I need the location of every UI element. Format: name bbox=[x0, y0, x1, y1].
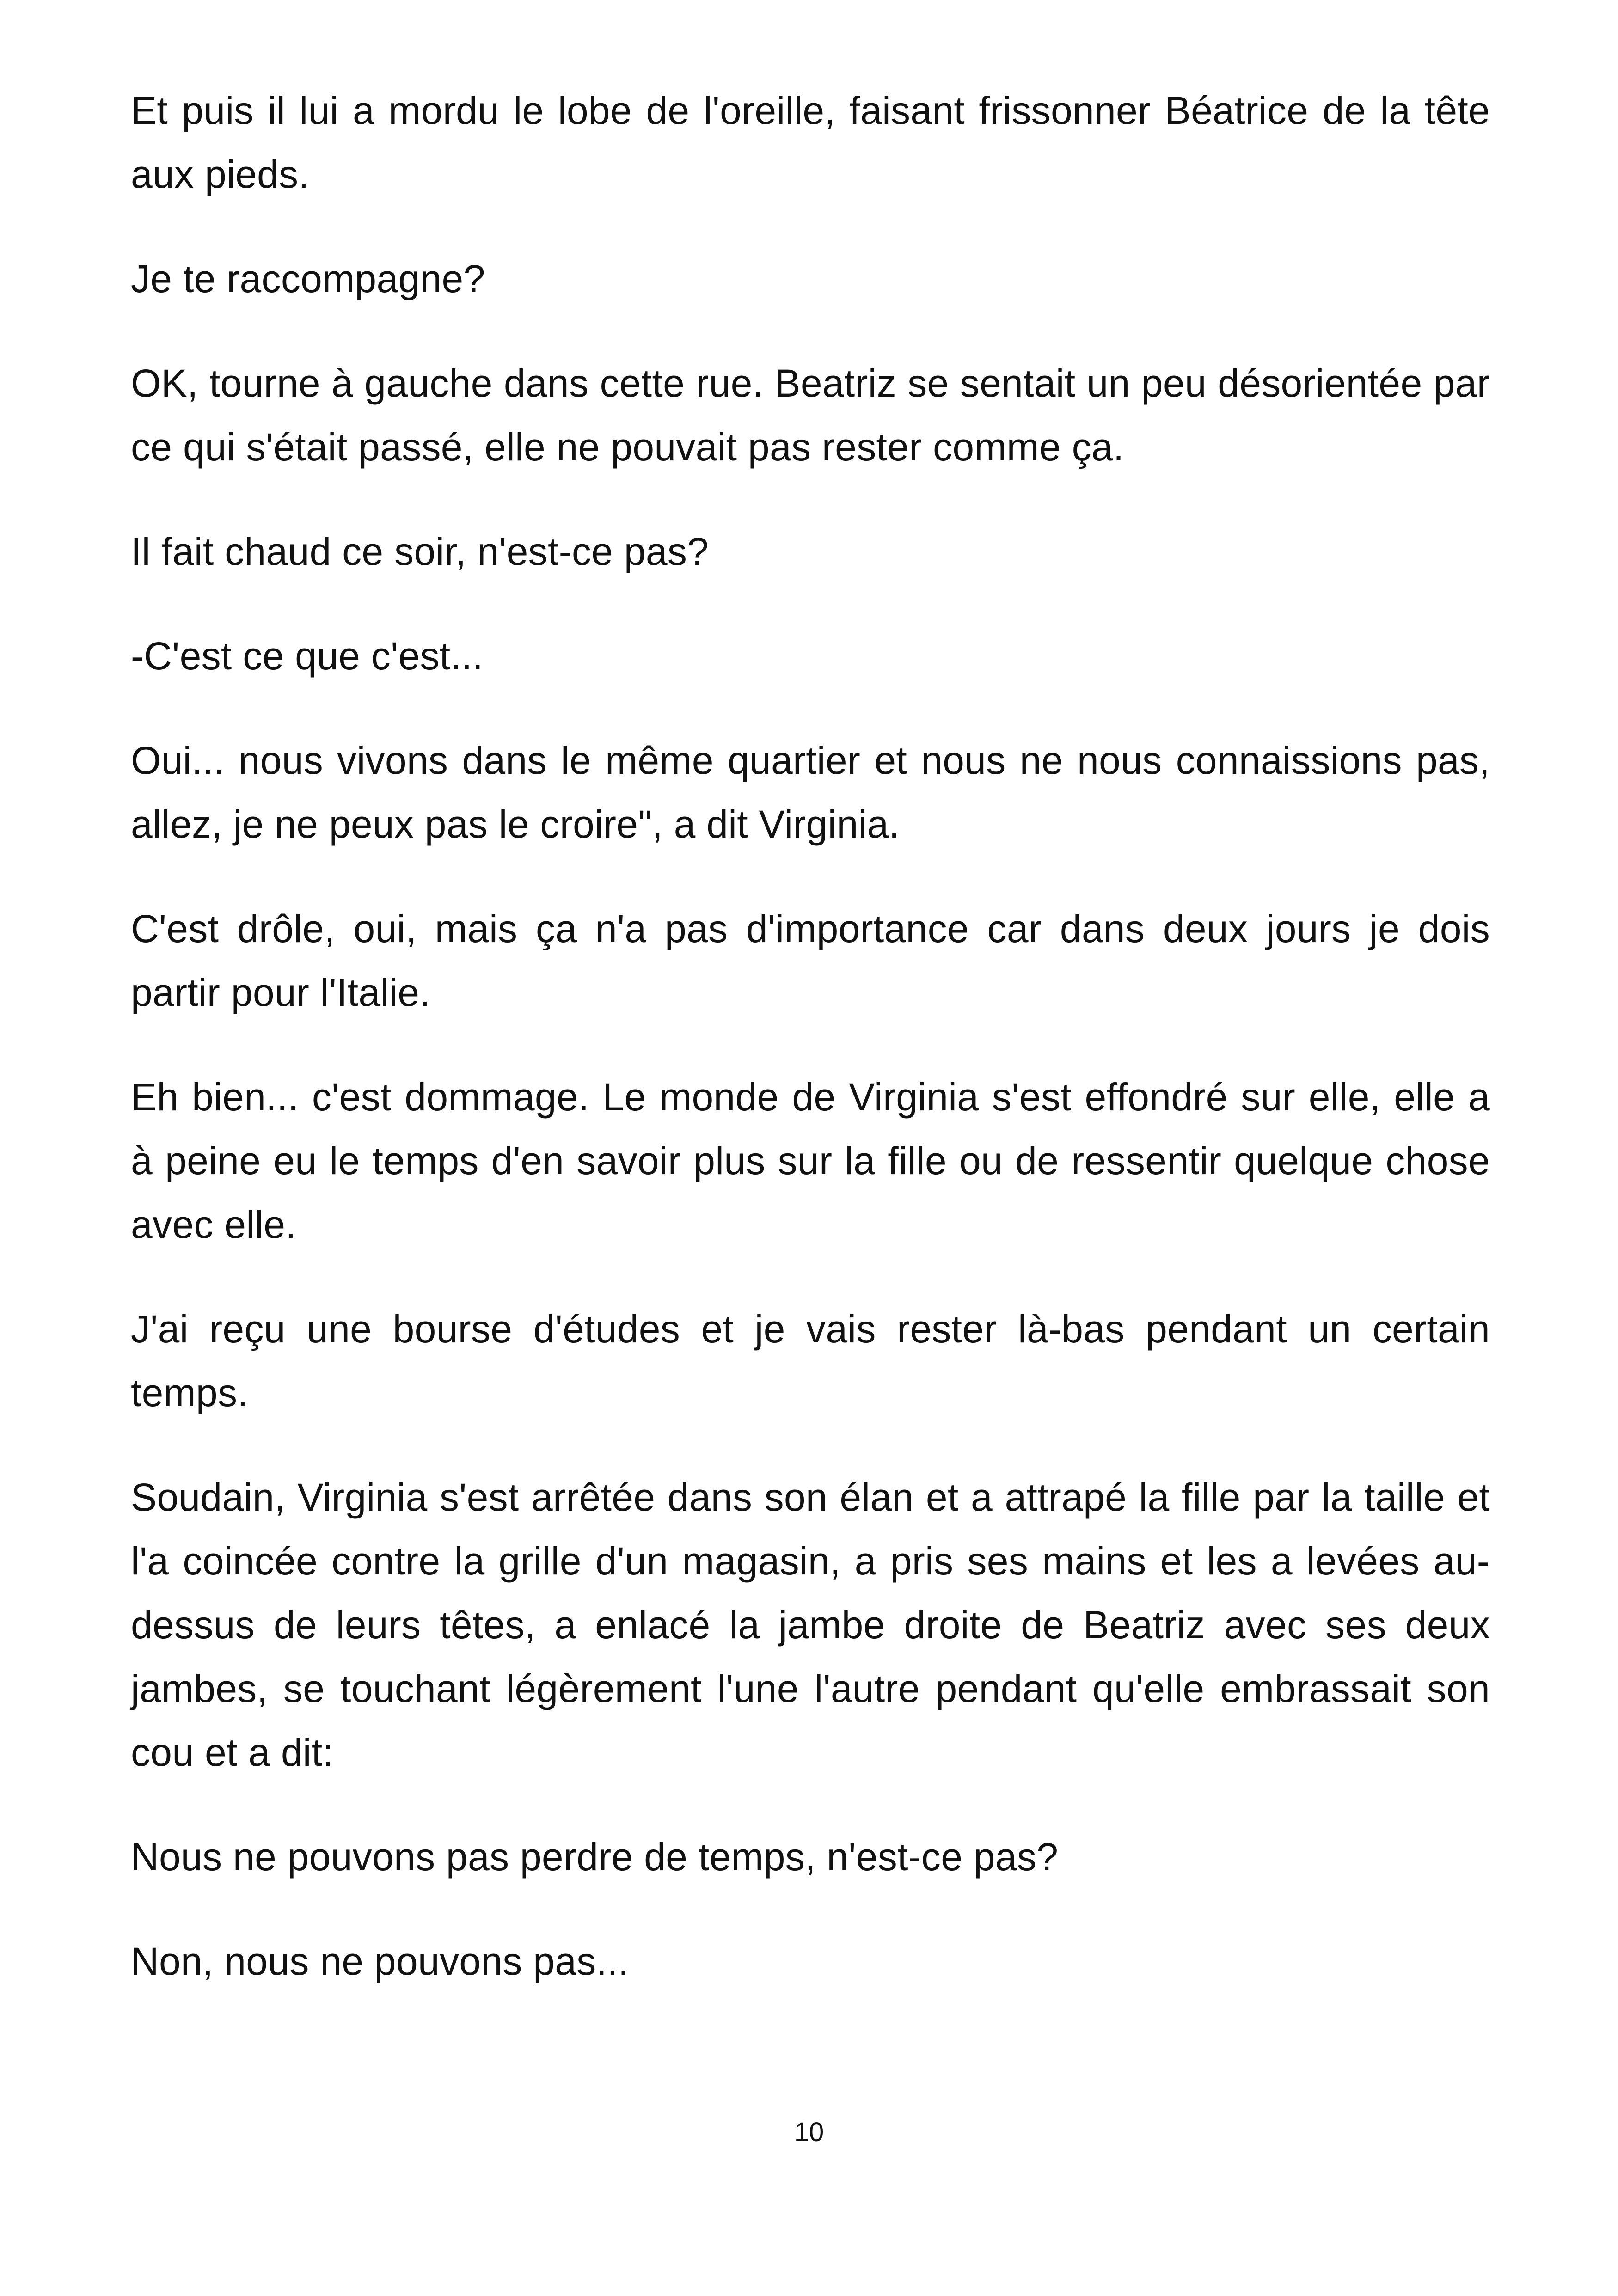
paragraph: Soudain, Virginia s'est arrêtée dans son élan et a attrapé la fille par la taille et l'a coincée contre la grille d'un magasin, a pris ses mains et les a levées au-dessus de leurs têtes, a enlacé la jambe droite de Beatriz avec ses deux jambes, se touchant légèrement l'une l'autre pendant qu'elle embrassait son cou et a dit: bbox=[131, 1476, 1490, 1774]
paragraph: J'ai reçu une bourse d'études et je vais rester là-bas pendant un certain temps. bbox=[131, 1307, 1490, 1414]
paragraph: C'est drôle, oui, mais ça n'a pas d'importance car dans deux jours je dois partir pour l'Italie. bbox=[131, 907, 1490, 1014]
paragraph: Et puis il lui a mordu le lobe de l'oreille, faisant frissonner Béatrice de la tête aux pieds. bbox=[131, 89, 1490, 196]
page-number: 10 bbox=[794, 2117, 824, 2147]
paragraph: Eh bien... c'est dommage. Le monde de Virginia s'est effondré sur elle, elle a à peine eu le temps d'en savoir plus sur la fille ou de ressentir quelque chose avec elle. bbox=[131, 1075, 1490, 1246]
paragraph: Nous ne pouvons pas perdre de temps, n'est-ce pas? bbox=[131, 1835, 1059, 1879]
paragraph: Oui... nous vivons dans le même quartier et nous ne nous connaissions pas, allez, je ne peux pas le croire", a dit Virginia. bbox=[131, 739, 1490, 846]
paragraph: Je te raccompagne? bbox=[131, 257, 485, 300]
paragraph: Il fait chaud ce soir, n'est-ce pas? bbox=[131, 530, 709, 573]
paragraph: OK, tourne à gauche dans cette rue. Beatriz se sentait un peu désorientée par ce qui s'était passé, elle ne pouvait pas rester comme ça. bbox=[131, 361, 1490, 469]
body-text bbox=[131, 79, 1490, 2034]
paragraph: Non, nous ne pouvons pas... bbox=[131, 1940, 629, 1983]
paragraph: -C'est ce que c'est... bbox=[131, 634, 484, 678]
